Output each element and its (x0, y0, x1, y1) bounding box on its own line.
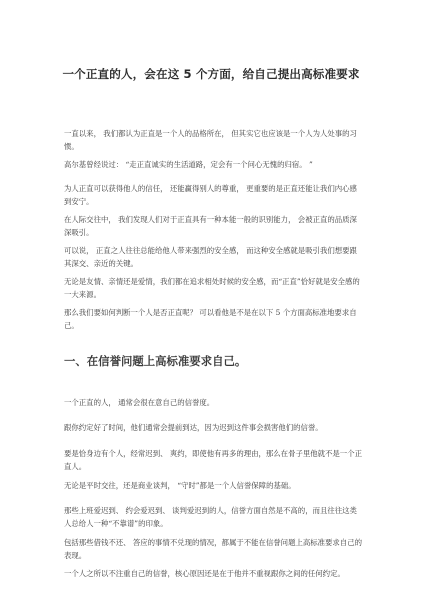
section-1-paragraph-3: 要是恰身边有个人，经常迟到、 爽约，即使他有再多的理由，那么在骨子里他就不是一个正直人。 (64, 449, 362, 472)
intro-paragraph-7: 那么我们要如何判断一个人是否正直呢？ 可以看他是不是在以下 5 个方面高标准地要求自己。 (64, 308, 357, 331)
section-1-paragraph-7: 一个人之所以不注重自己的信誉，核心原因还是在于他并不重视跟你之间的任何约定。 (64, 569, 345, 578)
intro-paragraph-3: 为人正直可以获得他人的信任， 还能赢得别人的尊重， 更重要的是正直还能让我们内心感到安宁。 (64, 184, 357, 207)
intro-paragraph-4: 在人际交往中， 我们发现人们对于正直具有一种本能一般的识别能力， 会被正直的品质深深吸引。 (64, 215, 357, 238)
intro-paragraph-5: 可以说， 正直之人往往总能给他人带来强烈的安全感， 而这种安全感就是吸引我们想要跟其深交、亲近的关键。 (64, 246, 357, 269)
section-1-paragraph-4: 无论是平时交往，还是商业谈判， “守时”都是一个人信誉保障的基础。 (64, 481, 296, 490)
intro-paragraph-2: 高尔基曾经说过： “走正直诚实的生活道路，定会有一个问心无愧的归宿。 ” (64, 160, 313, 169)
section-1-heading: 一、在信誉问题上高标准要求自己。 (64, 354, 247, 368)
intro-paragraph-1: 一直以来， 我们都认为正直是一个人的品格所在， 但其实它也应该是一个人为人处事的习惯。 (64, 129, 357, 152)
section-1-paragraph-5: 那些上班爱迟到、 约会爱迟到、 谈判爱迟到的人，信誉方面自然是不高的，而且往往这类人总给人一种“不靠谱”的印象。 (64, 506, 357, 529)
section-1-paragraph-1: 一个正直的人， 通常会很在意自己的信誉度。 (64, 398, 215, 407)
section-1-paragraph-2: 跟你约定好了时间，他们通常会提前到达，因为迟到这件事会损害他们的信誉。 (64, 423, 323, 432)
intro-paragraph-6: 无论是友情、亲情还是爱情，我们都在追求相处时候的安全感，而“正直”恰好就是安全感的一大来源。 (64, 277, 360, 300)
section-1-paragraph-6: 包括那些借钱不还、 答应的事情不兑现的情况，都属于不能在信誉问题上高标准要求自己的表现。 (64, 538, 362, 561)
article-title: 一个正直的人，会在这 5 个方面，给自己提出高标准要求 (62, 66, 360, 81)
